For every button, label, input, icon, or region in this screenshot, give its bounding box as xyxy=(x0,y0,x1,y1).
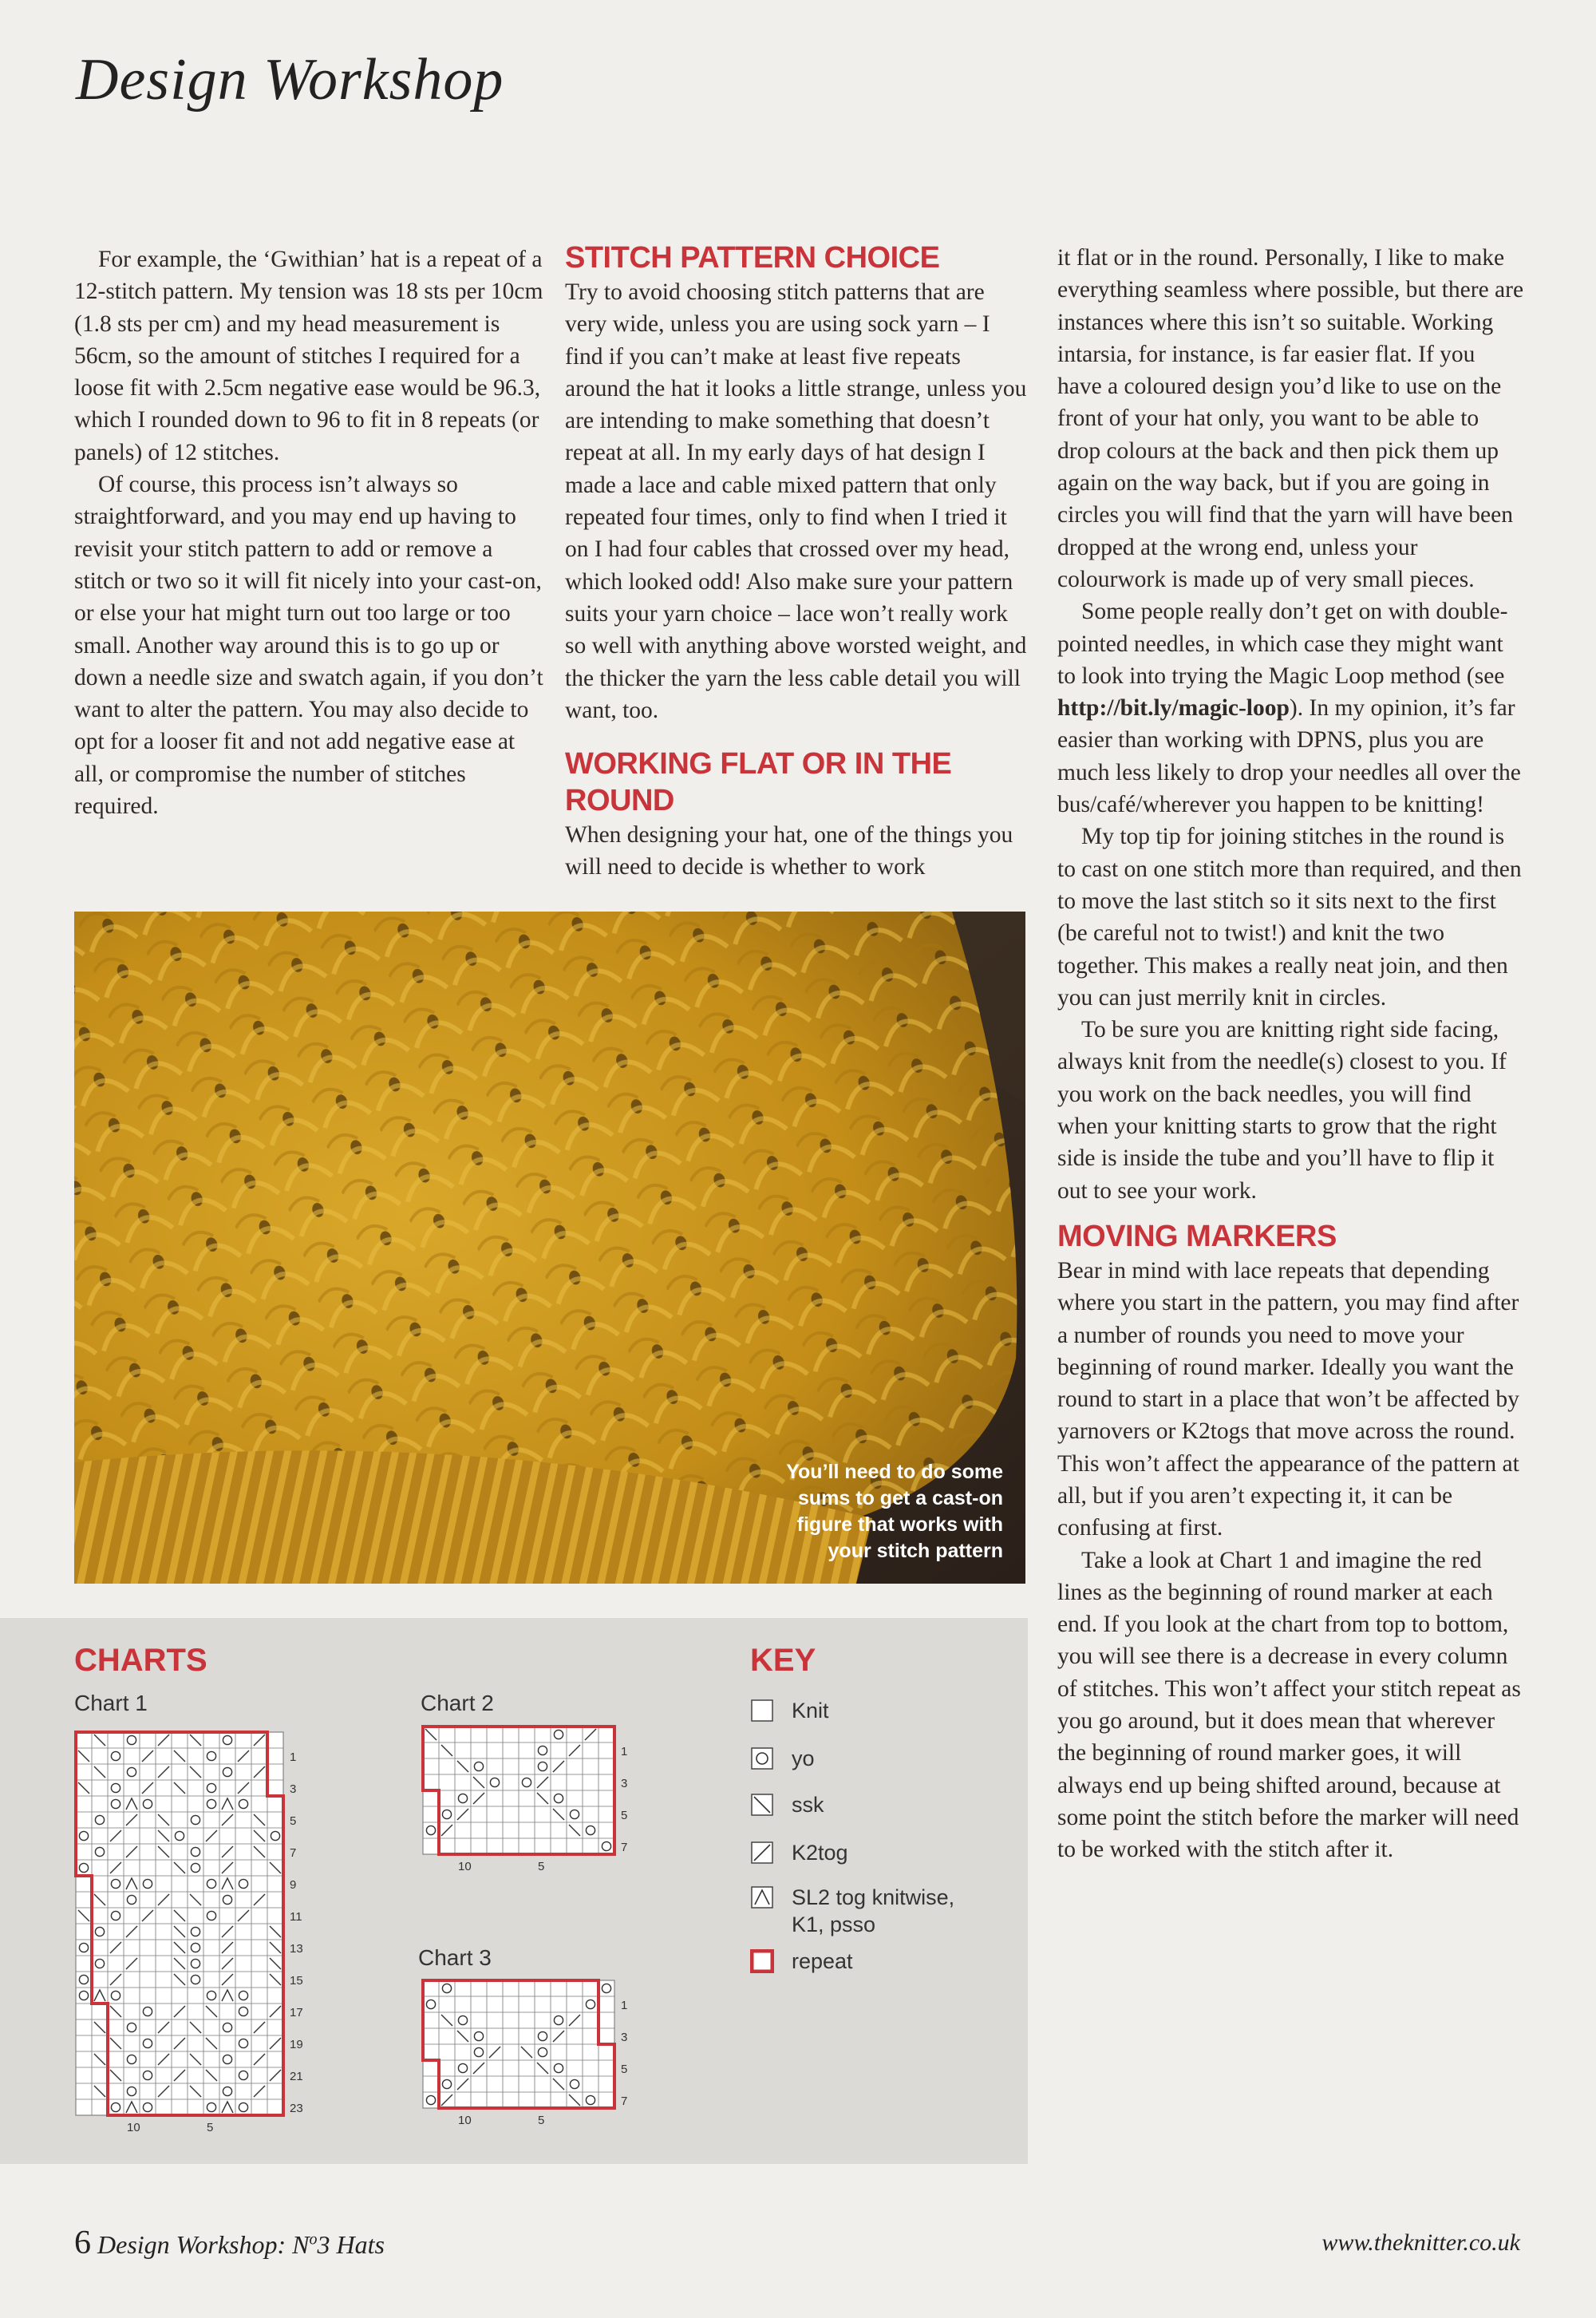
row-number: 19 xyxy=(290,2038,303,2051)
paragraph: Bear in mind with lace repeats that depending where you start in the pattern, you may find after a number of rounds you need to move your beginning of round marker. Ideally you want the round to start in a place that won’t be affected by yarnovers or K2togs that move across the round. This won’t affect the appearance of the pattern at all, but if you aren’t expecting it, it can be confusing at first. xyxy=(1057,1257,1519,1541)
col-number: 5 xyxy=(538,1860,545,1873)
key-label: Knit xyxy=(792,1699,829,1723)
repeat-box-icon xyxy=(750,1949,774,1973)
paragraph: Of course, this process isn’t always so straightforward, and you may end up having to revisit your stitch pattern to add or remove a stitch or two so it will fit nicely into your cast-on, or else your hat might turn out too large or too small. Another way around this is to go up or down a needle size and swatch again, if you don’t want to alter the pattern. You may also decide to opt for a looser fit and not add negative ease at all, or compromise the number of stitches required. xyxy=(74,472,543,820)
row-number: 13 xyxy=(290,1942,303,1956)
chart-1-grid xyxy=(68,1724,355,2139)
sl2-caret-icon xyxy=(750,1885,774,1909)
paragraph: To be sure you are knitting right side facing, always knit from the needle(s) closest to you. If you work on the back needles, you will find when your knitting starts to grow that the right side is inside the tube and you’ll have to flip it out to see your work. xyxy=(1057,1017,1507,1204)
key-label: SL2 tog knitwise, K1, psso xyxy=(792,1885,955,1936)
col-number: 5 xyxy=(538,2114,545,2127)
row-number: 5 xyxy=(621,1809,628,1822)
row-number: 7 xyxy=(621,1841,628,1854)
row-number: 5 xyxy=(621,2063,628,2076)
chart-3-grid xyxy=(419,1976,658,2136)
charts-heading: CHARTS xyxy=(74,1643,207,1678)
row-number: 23 xyxy=(290,2102,303,2115)
chart-2-grid xyxy=(419,1723,658,1882)
paragraph: My top tip for joining stitches in the round is to cast on one stitch more than required, and then to move the last stitch so it sits next to the first (be careful not to twist!) and knit the two together. This makes a really neat join, and then you can just merrily knit in circles. xyxy=(1057,824,1522,1011)
paragraph: When designing your hat, one of the things you will need to decide is whether to work xyxy=(565,822,1013,880)
row-number: 15 xyxy=(290,1974,303,1988)
page-number: 6 xyxy=(74,2225,91,2261)
paragraph: Take a look at Chart 1 and imagine the red lines as the beginning of round marker at each end. If you look at the chart from top to bottom, you will see there is a decrease in every column of stitches. This won’t affect your stitch repeat as you go around, but it does mean that wherever the beginning of round marker goes, it will always end up being shifted around, because at some point the stitch before the marker will need to be worked with the stitch after it. xyxy=(1057,1547,1521,1863)
issue-title: Design Workshop: N xyxy=(97,2230,310,2259)
section-heading-moving-markers: MOVING MARKERS xyxy=(1057,1219,1337,1253)
row-number: 21 xyxy=(290,2070,303,2083)
column-3 xyxy=(1057,242,1524,1866)
chart-1-label: Chart 1 xyxy=(74,1691,148,1715)
paragraph xyxy=(1057,595,1524,821)
row-number: 3 xyxy=(290,1782,297,1796)
row-number: 1 xyxy=(621,1745,628,1758)
row-number: 5 xyxy=(290,1814,297,1828)
col-number: 10 xyxy=(127,2121,140,2134)
key-label: yo xyxy=(792,1746,815,1770)
issue-title-end: 3 Hats xyxy=(317,2230,385,2259)
section-heading-working-flat: WORKING FLAT OR IN THE ROUND xyxy=(565,747,952,818)
row-number: 7 xyxy=(621,2095,628,2108)
row-number: 11 xyxy=(290,1910,302,1924)
text-span: ). In my opinion, it’s far easier than working with DPNS, plus you are much less likely to drop your needles all over the bus/café/wherever you happen to be knitting! xyxy=(1057,695,1521,818)
key-label: K2tog xyxy=(792,1841,848,1865)
row-number: 1 xyxy=(621,1999,628,2012)
issue-sup: o xyxy=(309,2230,318,2249)
row-number: 17 xyxy=(290,2006,303,2019)
paragraph: it flat or in the round. Personally, I like to make everything seamless where possible, but there are instances where this isn’t so suitable. Working intarsia, for instance, is far easier flat. If you have a coloured design you’d like to use on the front of your hat only, you want to be able to drop colours at the back and then pick them up again on the way back, but if you are going in circles you will find that the yarn will have been dropped at the wrong end, unless your colourwork is made up of very small pieces. xyxy=(1057,245,1524,592)
section-heading-stitch-pattern: STITCH PATTERN CHOICE xyxy=(565,241,940,275)
row-number: 3 xyxy=(621,2031,628,2044)
key-heading: KEY xyxy=(750,1643,816,1678)
col-number: 5 xyxy=(207,2121,214,2134)
ssk-backslash-icon xyxy=(750,1793,774,1817)
knit-square-icon xyxy=(750,1699,774,1723)
row-number: 9 xyxy=(290,1878,297,1892)
key-label: repeat xyxy=(792,1949,853,1973)
chart-3-label: Chart 3 xyxy=(418,1945,492,1970)
magic-loop-link[interactable]: http://bit.ly/magic-loop xyxy=(1057,695,1290,722)
chart-2-label: Chart 2 xyxy=(421,1691,494,1715)
row-number: 7 xyxy=(290,1846,297,1860)
row-number: 3 xyxy=(621,1777,628,1790)
col-number: 10 xyxy=(458,2114,472,2127)
paragraph: For example, the ‘Gwithian’ hat is a repeat of a 12-stitch pattern. My tension was 18 sts per 10cm (1.8 sts per cm) and my head measurement is 56cm, so the amount of stitches I required for a loose fit with 2.5cm negative ease would be 96.3, which I rounded down to 96 to fit in 8 repeats (or panels) of 12 stitches. xyxy=(74,247,543,465)
page-title: Design Workshop xyxy=(76,47,504,113)
row-number: 1 xyxy=(290,1750,297,1764)
column-1 xyxy=(74,243,545,822)
k2tog-slash-icon xyxy=(750,1841,774,1865)
footer-issue xyxy=(74,2224,385,2262)
photo-caption: You’ll need to do some sums to get a cast-on figure that works with your stitch pattern xyxy=(786,1461,1003,1562)
text-span: Some people really don’t get on with double-pointed needles, in which case they might want to look into trying the Magic Loop method (see xyxy=(1057,599,1508,689)
footer-url[interactable]: www.theknitter.co.uk xyxy=(1321,2229,1520,2256)
column-2 xyxy=(565,239,1028,884)
yo-circle-icon xyxy=(750,1746,774,1770)
paragraph: Try to avoid choosing stitch patterns that are very wide, unless you are using sock yarn – I find if you can’t make at least five repeats around the hat it looks a little strange, unless you are intending to make something that doesn’t repeat at all. In my early days of hat design I made a lace and cable mixed pattern that only repeated four times, only to find when I tried it on I had four cables that crossed over my head, which looked odd! Also make sure your pattern suits your yarn choice – lace won’t really work so well with anything above worsted weight, and the thicker the yarn the less cable detail you will want, too. xyxy=(565,279,1027,723)
col-number: 10 xyxy=(458,1860,472,1873)
knitted-hat-photo xyxy=(74,912,1025,1584)
key-label: ssk xyxy=(792,1793,824,1817)
